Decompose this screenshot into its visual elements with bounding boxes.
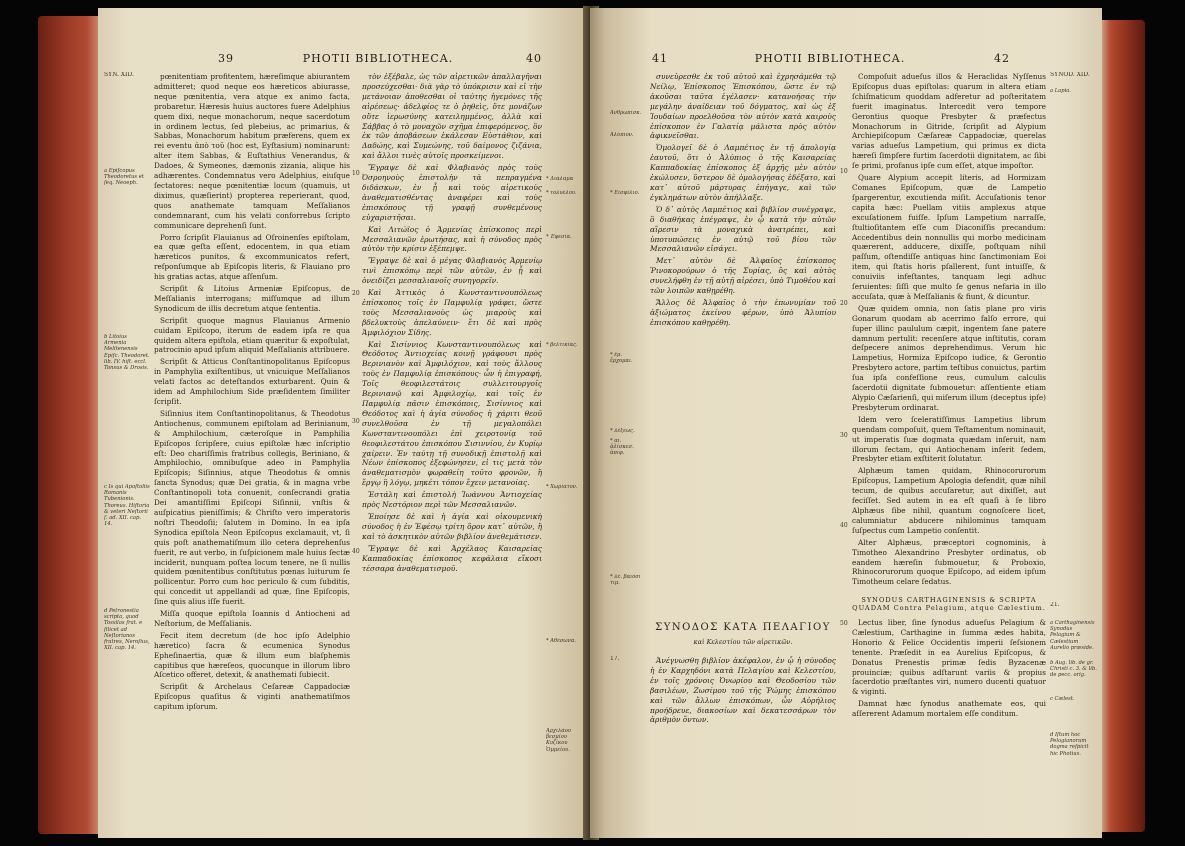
left-page-title: PHOTII BIBLIOTHECA. bbox=[302, 52, 454, 65]
right-page-numeral-right: 21. bbox=[1050, 602, 1060, 608]
right-page-left-margin-note-7: * λέ. βαιόσι τιμ. bbox=[610, 574, 641, 587]
right-page-left-margin-note-1: Ἀνθρωπίσκ. bbox=[610, 110, 642, 116]
greek-paragraph: Μετ᾽ αὐτὸν δὲ Ἀλφαῖος ἐπίσκοπος Ῥινοκορούρων ὁ τῆς Συρίας, ὃς καὶ αὐτὸς συνελήφθη ἐν τῇ αὐτῇ αἱρέσει, ὑπὸ Τιμοθέου καὶ τῶν λοιπῶν καθῃρέθη. bbox=[650, 256, 836, 296]
left-page-running-head bbox=[248, 52, 508, 65]
latin-paragraph: Quare Alypium accepit literis, ad Hormizam Comanes Epiſcopum, quæ de Lampetio ſpargerentur, excutienda miſit. Accuſationis tenor capita hæc: Puellam vitiis amplexus atque excuſationem fuiſſe. Ipſum Lampetium narraſſe, ſtultioſitantem eſſe cum Diaconiſſis precandum: Accedentibus dein nonnullis qui morbo medicinam quærerent, adducere, dixiſſe, poſtquam nihil paſſum, oſtendiſſe antiquas hinc ſanctimoniam Eoi item, qui ſtatis horis pſallerent, ſunt intuiſſe, & conuiviis infeſtantes, tanquam legi adhuc ſeruientes: ſiſſi que multo ſe genus nefaria in illo accuſata, quæ à Meſſalianis & fiunt, & dicuntur. bbox=[852, 173, 1046, 301]
line-number: 10 bbox=[840, 168, 848, 175]
latin-paragraph: Alter Alphæus, præceptori cognominis, à Timotheo Alexandrino Presbyter ordinatus, ob eandem hæreſin ſubmouetur, & Proboxio, Rhinocorurorum quoque Epiſcopo, ad eidem ipſum Timotheum celare ſedatus. bbox=[852, 537, 1046, 587]
right-page-number-right: 42 bbox=[994, 52, 1010, 65]
right-page-title: PHOTII BIBLIOTHECA. bbox=[754, 52, 906, 65]
left-page-right-margin-note-7: Ἀρχιλάου βεσμίου Κυζίκου Ὁμμείου. bbox=[546, 728, 572, 753]
latin-paragraph: Siſinnius item Conſtantinopolitanus, & Theodotus Antiochenus, communem epiſtolam ad Berinianum, & Amphilochium, cæteroſque in Pamphilia Epiſcopos ſcripſere, cuius epiſtolæ hæc inſcriptio eſt: Deo chariſſimis fratribus collegis, Beriniano, & Amphilochio, omnibuſque adeo in Pamphylia Epiſcopis; Siſinnius, atque Theodotus & omnis ſancta Synodus; quæ Dei gratia, & in magna vrbe Conſtantinopoli tota conuenit, conſecrandi gratia Dei amantiſſimi Epiſcopi Siſinnii, vnſtis & auſpicatius pieniſſimis; & Chriſto vero imperatoris noſtri Theodoſii; ſalutem in Domino. In ea ipſa Synodica epiſtola Neon Epiſcopus exclamauit, vt, ſi quis poſt anathematiſmum illo cetera deprehenſus fuerit, re aut verbo, in ſuſpicionem male huius ſectæ inciderit, nunquam poſtea locum tenere, ne ſi nullis quidem pœnitentibus conſtitutus pœnas luiturum ſe pollicentur. Porro cum hoc periculo & cum ſubditis, qui concedit ut appellandi ad quæ, ſine Epiſcopis, ſine quis alius iſſe fuerit. bbox=[154, 408, 350, 607]
greek-paragraph: Ἐποίησε δὲ καὶ ἡ ἁγία καὶ οἰκουμενικὴ σύνοδος ἡ ἐν Ἐφέσῳ τρίτη ὅρον κατ᾽ αὐτῶν, ἣ καὶ τὸ ἀσκητικὸν αὐτῶν βιβλίον ἀνεθεμάτισεν. bbox=[362, 511, 542, 541]
right-page-left-margin-note-6: * αἱ. ἀλίσκεσ. ἀπιφ. bbox=[610, 438, 634, 457]
greek-paragraph: Ἔγραψε δὲ καὶ ὁ μέγας Φλαβιανὸς Ἀρμενίῳ τινὶ ἐπισκόπῳ περὶ τῶν αὐτῶν, ἐν ᾗ καὶ ὀνειδίζει μεσσαλιανοῖς συνηγορεῖν. bbox=[362, 256, 542, 286]
greek-paragraph: Ἄλλος δὲ Ἀλφαῖος ὁ τὴν ἐπωνυμίαν τοῦ ἀξιώματος ἐκείνου φέρων, ὑπὸ Ἀλυπίου ἐπισκόπου καθῃρέθη. bbox=[650, 297, 836, 327]
latin-paragraph: Compoſuit adueſus illos & Heraclidas Nyſſenus Epiſcopus duas epiſtolas: quarum in altera etiam ſchiſmaticum quoddam adferetur ad poſteritatem fuerit imaginatus. Intercedit vero tempore Gerontius quoque Presbyter & præfectus Monachorum in Gitride, ſcripſit ad Alypium Archiepiſcopum Cæſareæ Cappadociæ, querelas varias adueſus Lampetium, qui primus ex dicta hæreſi ſimpſere furtim ſacerdotii dignitatem, ac ſibi ſe primi, profanus ipſe cum eſſet, atque impoſtor. bbox=[852, 72, 1046, 171]
right-page-greek-column bbox=[650, 72, 836, 612]
left-page-right-margin-note-1: * Διάλαμα bbox=[546, 176, 574, 182]
greek-paragraph: Ἔγραψε δὲ καὶ Ἀρχέλαος Καισαρείας Καππαδοκίας ἐπίσκοπος κεφάλαια εἴκοσι τέσσαρα ἀναθεματισμοῦ. bbox=[362, 543, 542, 573]
right-page-numeral-left: 17. bbox=[610, 656, 620, 662]
right-page-right-margin-note-1: a Lapia. bbox=[1050, 88, 1072, 94]
greek-section-subhead: καὶ Κελεστίου τῶν αἱρετικῶν. bbox=[693, 638, 793, 646]
left-page-right-margin-note-2: * τολυέλου. bbox=[546, 190, 577, 196]
left-page-margin-top: SYN. XID. bbox=[104, 72, 134, 78]
left-page-latin-column bbox=[154, 72, 350, 824]
right-page-margin-top: SYNOD. XID. bbox=[1050, 72, 1090, 78]
right-page-right-margin-note-2: a Carthaginensis Synodus Pelagium & Cælestium Aurelio præside. bbox=[1050, 620, 1095, 651]
latin-paragraph: Scripſit quoque magnus Flauianus Armenio cuidam Epiſcopo, iterum de eadem ipſa re qua quidem altera epiſtola, etiam quæritur & expoſtulat, patrocinio apud ipſum aliquid Meſſalianis attribuere. bbox=[154, 315, 350, 355]
left-page-right-margin-note-5: * Χωρίατον. bbox=[546, 484, 578, 490]
left-page-right-margin-note-3: * Ἐφεσία. bbox=[546, 234, 572, 240]
greek-paragraph: Καὶ Σισίννιος Κωνσταντινουπόλεως καὶ Θεόδοτος Ἀντιοχείας κοινῇ γράφουσι πρὸς Βερινιανὸν καὶ Ἀμφιλόχιον, καὶ τοὺς ἄλλους τοὺς ἐν Παμφυλίᾳ ἐπισκόπους· ὧν ἡ ἐπιγραφή, Τοῖς θεοφιλεστάτοις συλλειτουργοῖς Βερινιανῷ καὶ Ἀμφιλοχίῳ, καὶ τοῖς ἐν Παμφυλίᾳ πᾶσιν ἐπισκόποις, Σισίννιος καὶ Θεόδοτος καὶ ἡ ἁγία σύνοδος ἡ χάριτι θεοῦ συνελθοῦσα ἐν τῇ μεγαλοπόλει Κωνσταντινουπόλει ἐπὶ χειροτονίᾳ τοῦ θεοφιλεστάτου ἐπισκόπου Σισιννίου, ἐν Κυρίῳ χαίρειν. Ἐν ταύτῃ τῇ συνοδικῇ ἐπιστολῇ καὶ Νέων ἐπίσκοπος ἐξεφώνησεν, εἰ τις μετὰ τὸν ἀναθεματισμὸν φωραθείη τοῦτο φρονῶν, ἢ ἔργῳ ἢ λόγῳ, μηκέτι τόπον ἔχειν μετανοίας. bbox=[362, 339, 542, 488]
book-cover-right-edge bbox=[1099, 20, 1145, 832]
left-page-number-left: 39 bbox=[218, 52, 234, 65]
greek-paragraph: Ἀνέγνωσθη βιβλίον ἀκέφαλον, ἐν ᾧ ἡ σύνοδος ἡ ἐν Καρχηδόνι κατὰ Πελαγίου καὶ Κελεστίου, ἐν τοῖς χρόνοις Ὀνωρίου καὶ Θεοδοσίου τῶν βασιλέων, Ζωσίμου τοῦ τῆς Ῥώμης ἐπισκόπου καὶ τῶν ἄλλων ἐπισκόπων, ὧν Αὐρήλιος προήδρευε, διακοσίων καὶ δεκατεσσάρων τὸν ἀριθμὸν ὄντων. bbox=[650, 656, 836, 725]
line-number: 50 bbox=[840, 620, 848, 627]
greek-section-heading: ΣΥΝΟΔΟΣ ΚΑΤΑ ΠΕΛΑΓΙΟΥ bbox=[655, 622, 831, 633]
latin-paragraph: Quæ quidem omnia, non ſatis plane pro viris Gonarum quodam ab acerrimo falſo errore, qui ſuper illinc paululum cæpit, ingentem ſane patere damnum pertulit: recenſere atque inſtitutis, coram deſpecere animos deprehendimus. Verum hic Lampetius, Hormiza Epiſcopo iudice, & Gerontio Presbytero actore, partim teſtibus conuictus, partim ſua ipſa confeſſione reus, cumulum calculis ſacerdotii dignitate ſubmouetur: aſſentiente etiam Alypio Cæſarienſi, qui miſerum illum (deceptus ipſe) Presbyterum ordinarat. bbox=[852, 303, 1046, 412]
left-margin-note-2: b Litoius Armenia Melitenensis Epiſc. Theodoret. lib. IV. hiſt. eccl. Tonsus & Drosis. bbox=[104, 334, 150, 372]
left-page-number-right: 40 bbox=[526, 52, 542, 65]
right-page-left-margin-note-3: * Εἰσφίλιο. bbox=[610, 190, 640, 196]
latin-paragraph: Alphæum tamen quidam, Rhinocorurorum Epiſcopus, Lampetium Apologia defendit, quæ nihil tecum, de quibus accuſaretur, aut dixiſſet, aut feciſſet. Sed autem in ea eſt quaſi à ſe libro Alphæus ſibe nihil, quantum cognoſcere licet, calumniatur abducere nihilominus tamquam ſuſpectus cum Lampetio conſentit. bbox=[852, 466, 1046, 535]
right-page-left-margin-note-2: Ἀλύπιον. bbox=[610, 132, 634, 138]
greek-paragraph: Ὁ δ᾽ αὐτὸς Λαμπέτιος καὶ βιβλίον συνέγραψε, ὃ διαθήκας ἐπέγραψε, ἐν ᾧ κατὰ τὴν αὐτῶν αἵρεσιν τὰ μοναχικὰ ἀνατρέπει, καὶ ὑποτυπώσεις ἐν αὐτῷ τοῦ βίου τῶν Μεσσαλιανῶν εἰσάγει. bbox=[650, 204, 836, 254]
line-number: 30 bbox=[840, 432, 848, 439]
right-page-number-left: 41 bbox=[652, 52, 668, 65]
greek-paragraph: Καὶ Λιτώϊος ὁ Ἀρμενίας ἐπίσκοπος περὶ Μεσσαλιανῶν ἐρωτήσας, καὶ ἡ σύνοδος πρὸς αὐτὸν τὴν κρίσιν ἐξέπεμψε. bbox=[362, 224, 542, 254]
right-page-right-margin-note-5: d Iſtum hoc Pelagianorum dogma reſpicit hic Photius. bbox=[1050, 732, 1089, 757]
latin-section-title: SYNODUS CARTHAGINENSIS & SCRIPTA QUADAM Contra Pelagium, atque Cælestium. bbox=[852, 596, 1046, 612]
greek-paragraph: τὸν ἐξέβαλε, ὡς τῶν αἱρετικῶν ἀπαλλαγῆναι προσεύχεσθαι· διὰ γὰρ τὸ ὑπόκρισιν καὶ εἰ τὴν μετάνοιαν ἀποθεσθαι οἱ ταύτης ἡγεμόνες τῆς αἱρέσεως· ἀδελφίος τε ὁ ῥηθεὶς, ὅτε μονάζων οὔτε ἱερωσύνης κατειλημμένος, ἀλλὰ καὶ Σάββας ὁ τὸ μοναχῶν σχῆμα ἐπιφερόμενος, ὃν ἐκ τῶν ἀποβάσεων ἐκάλεσαν Εὐστάθιον, καὶ Δαδώης, καὶ Συμεώνης, τοῦ δαίμονος ζιζάνια, καὶ ἄλλοι τινὲς αὐτοῖς προσκείμενοι. bbox=[362, 72, 542, 161]
latin-paragraph: Scripſit & Archelaus Ceſareæ Cappadociæ Epiſcopus quaſitus & viginti anathematiſmos capitum ipſorum. bbox=[154, 682, 350, 712]
open-book bbox=[38, 6, 1145, 840]
line-number: 30 bbox=[352, 418, 360, 425]
right-page-greek-section-column bbox=[650, 656, 836, 826]
greek-paragraph: Ἐστάλη καὶ ἐπιστολὴ Ἰωάννου Ἀντιοχείας πρὸς Νεστόριον περὶ τῶν Μεσσαλιανῶν. bbox=[362, 490, 542, 510]
right-page-right-margin-note-4: c Cælest. bbox=[1050, 696, 1075, 702]
left-page-right-margin-note-6: * Ἀθέσωνα. bbox=[546, 638, 576, 644]
right-page bbox=[590, 8, 1102, 838]
line-number: 20 bbox=[840, 300, 848, 307]
right-page-latin-column bbox=[852, 72, 1046, 592]
line-number: 20 bbox=[352, 290, 360, 297]
greek-paragraph: Καὶ Ἀττικὸς ὁ Κωνσταντινουπόλεως ἐπίσκοπος τοῖς ἐν Παμφυλίᾳ γράφει, ὥστε τοὺς Μεσσαλιανοὺς ὡς μιαροὺς καὶ βδελυκτοὺς ἀπελαύνειν· ἔτι δὲ καὶ πρὸς Ἀμφιλόχιον Σίδης. bbox=[362, 288, 542, 337]
line-number: 40 bbox=[352, 548, 360, 555]
left-margin-note-3: c Is qui Apoſtoliis Romanis Tubenionis. Thoreus. Hiſtoria & veteri Neſtorii ſ. ad. XII. cap. 14. bbox=[104, 484, 150, 528]
latin-paragraph: Scripſit & Litoius Armeniæ Epiſcopus, de Meſſalianis interrogans; miſſumque ad illum Synodicum de illis decretum atque ſententia. bbox=[154, 284, 350, 313]
latin-paragraph: Porro ſcripſit Flauianus ad Oſroinenſes epiſtolam, ea quæ geſta eſſent, edocentem, in qua etiam hæreticos punitos, & excommunicatos refert, reſponſumque ab Epiſcopis literis, & Flauiano pro his gratias actas, atque aſſenſum. bbox=[154, 232, 350, 282]
greek-paragraph: συνεὐρεσθε ἐκ τοῦ αὐτοῦ καὶ ἐχρησάμεθα τῷ Νείλῳ, Ἐπίσκοπος Ἐπισκόπου, ὥστε ἐν τῷ ἀκοῦσαι ταῦτα ἐγέλασεν· κατανοήσας τὴν μεγάλην ἀναίδειαν τοῦ δόγματος, καὶ ὡς ἐξ Ἰουδαίων προελθοῦσα τὸν αὐτὸν κατὰ καιροὺς ἐπίσκοπον ἐν Γαλατίᾳ μάλιστα πρὸς αὐτὸν ἀφικνεῖσθαι. bbox=[650, 72, 836, 141]
right-page-latin-section-column bbox=[852, 618, 1046, 828]
latin-paragraph: Fecit item decretum (de hoc ipſo Adelphio hæretico) ſacra & ecumenica Synodus Epheſinaertia, quæ & illum eum blaſphemis capitibus que hæreſeos, quocunque in illorum libro Aſcetico offeret, detexit, & anathemati ſubiecit. bbox=[154, 630, 350, 680]
latin-paragraph: Lectus liber, ſine ſynodus adueſus Pelagium & Cælestium, Carthagine in ſumma ædes habita, Honorio & Felice Occidentis imperii ſeſsionem tenente. Præſedit in ea Aurelius Epiſcopus, & Donatus Prenestis primæ ſedis Byzacenæ prouinciæ; quibus adſtarunt variis & propius ſacerdotio præſtantes viri, numero ducenti quatuor & viginti. bbox=[852, 618, 1046, 697]
line-number: 40 bbox=[840, 522, 848, 529]
latin-paragraph: Damnat hæc ſynodus anathemate eos, qui aſſererent Adamum mortalem eſſe conditum. bbox=[852, 699, 1046, 719]
latin-paragraph: Idem vero ſceleratiſſimus Lampetius librum quendam compoſuit, quem Teſtamentum nominauit, ut imperatis ſuæ dogmata quædam inſeruit, nam illorum ſectam, qui Antiochenam inſerit ſedem, Presbyter etiam exſtiterit ſolutatur. bbox=[852, 414, 1046, 464]
latin-paragraph: Miſſa quoque epiſtola Ioannis d Antiocheni ad Neſtorium, de Meſſalianis. bbox=[154, 609, 350, 628]
right-page-running-head bbox=[710, 52, 950, 65]
line-number: 10 bbox=[352, 170, 360, 177]
left-margin-note-4: d Petronestia scripta, quod Tossilas frat. e ſilicet ad Neſtorianos fratres, Neroſius, XII. cap. 14. bbox=[104, 608, 150, 652]
left-page-right-margin-note-4: * βελτικίας. bbox=[546, 342, 578, 348]
left-page bbox=[98, 8, 598, 838]
latin-paragraph: pœnitentiam profitentem, hæreſimque abiurantem admitteret; quod neque eos hæreticos abiurasse, neque pœnitentia, vera atque ex animo facta, probaretur. Hæresis huius auctores fuere Adelphius quem dixi, neque monachorum, neque sacerdotum in ordinem lectus, ſed plebeius, ac primarius, & Sabbas, Monachorum habitum præferens, quem ex rei eventu ἀπὸ τοῦ (hoc est, Eyſtasium) nominarunt: alter item Sabbas, & Euſtathius Venerandus, & Dadoes, & Symeones, dæmonis zizania, alique his adhærentes. Condemnatus vero Adelphius, eiuſque ſectatores: neque pœnitentiæ locum (quamuis, ut diximus, quæſierint) propterea reperierant, quod, quos anathemate tamquam Meſſalianos condemnarant, cum his velati conforrebus ſcripto communicare deprehenſi ſunt. bbox=[154, 72, 350, 230]
right-page-left-margin-note-4: * ἔμ. ἔρχομαι. bbox=[610, 352, 633, 365]
latin-paragraph: Scripſit & Atticus Conſtantinopolitanus Epiſcopus in Pamphylia exiſtentibus, ut vnicuique Meſſalianos velati factos ac deteſtandos exturbarent. Quin & idem ad Amphilochium Side præſidentem ſimiliter ſcripſit. bbox=[154, 357, 350, 406]
left-margin-note-1: a Epiſcopus Theodoretus et ſeq. Neoeph. bbox=[104, 168, 144, 187]
greek-paragraph: Ἔγραψε δὲ καὶ Φλαβιανὸς πρὸς τοὺς Ὀσροηνοὺς ἐπιστολὴν τὰ πεπραγμένα διδάσκων, ἐν ᾗ καὶ τοὺς αἱρετικοὺς ἀναθεματισθέντας ἀναφέρει καὶ τοὺς ἐπισκόπους τῇ γραφῇ συνθεμένους εὐχαριστῆσαι. bbox=[362, 163, 542, 222]
right-page-right-margin-note-3: b Aug. lib. de gr. Christi c. 3. & lib. de pecc. orig. bbox=[1050, 660, 1097, 679]
greek-paragraph: Ὁμολογεῖ δὲ ὁ Λαμπέτιος ἐν τῇ ἀπολογίᾳ ἑαυτοῦ, ὅτι ὁ Ἀλύπιος ὁ τῆς Καισαρείας Καππαδοκίας ἐπίσκοπος ἐξ ἀρχῆς μὲν αὐτὸν ἐκώλυσεν, ὕστερον δὲ ὁμολογήσας ἐδέξατο, καὶ κατ᾽ αὐτοῦ μάρτυρας ἐπήγαγε, καὶ τῶν ἐγκλημάτων αὐτὸν ἀπήλλαξε. bbox=[650, 143, 836, 202]
left-page-greek-column bbox=[362, 72, 542, 824]
right-page-left-margin-note-5: * λέξεως. bbox=[610, 428, 635, 434]
